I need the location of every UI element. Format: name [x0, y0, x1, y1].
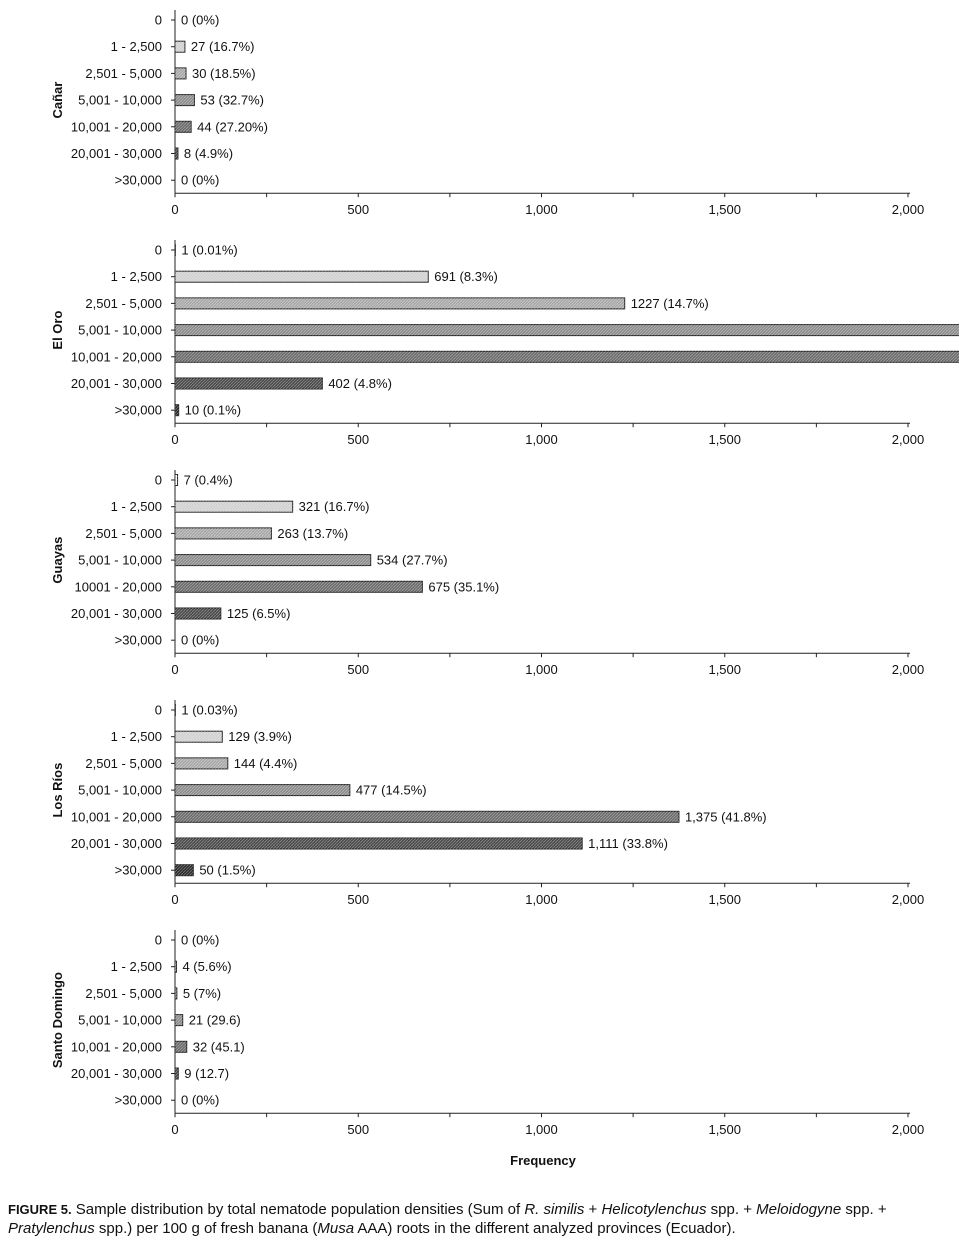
category-label: 1 - 2,500	[110, 729, 162, 745]
data-label: 263 (13.7%)	[277, 525, 349, 541]
bar-hatch	[175, 758, 228, 769]
data-label: 7 (0.4%)	[183, 472, 233, 488]
data-label: 44 (27.20%)	[197, 119, 268, 135]
caption-italic-2: Helicotylenchus	[601, 1201, 707, 1218]
panel-1	[50, 240, 959, 447]
data-label: 144 (4.4%)	[233, 755, 298, 771]
panel-title: Guayas	[50, 536, 65, 584]
data-label: 5 (7%)	[182, 985, 222, 1001]
bar-hatch	[175, 785, 350, 796]
x-tick-label: 500	[347, 202, 370, 218]
x-tick-label: 2,000	[891, 202, 925, 218]
x-tick-label: 1,500	[708, 892, 742, 908]
x-tick-label: 500	[347, 432, 370, 448]
bar-hatch	[175, 378, 322, 389]
bar-hatch	[175, 1041, 187, 1052]
bar-hatch	[175, 68, 186, 79]
x-tick-label: 2,000	[891, 432, 925, 448]
category-label: 0	[154, 242, 162, 258]
bar-hatch	[175, 865, 193, 876]
data-label: 691 (8.3%)	[434, 269, 498, 285]
category-label: 5,001 - 10,000	[78, 322, 162, 338]
data-label: 1,375 (41.8%)	[684, 809, 767, 825]
x-tick-label: 1,000	[525, 1122, 558, 1138]
bar-hatch	[175, 555, 371, 566]
category-label: 5,001 - 10,000	[78, 1012, 162, 1028]
data-label: 0 (0%)	[181, 12, 220, 28]
bar-hatch	[175, 95, 194, 106]
category-label: >30,000	[114, 402, 162, 418]
data-label: 1 (0.01%)	[181, 242, 238, 258]
category-label: 10,001 - 20,000	[70, 119, 162, 135]
x-tick-label: 1,000	[525, 432, 558, 448]
figure-label: FIGURE 5.	[8, 1202, 72, 1217]
data-label: 1227 (14.7%)	[630, 295, 709, 311]
x-tick-label: 1,000	[525, 662, 558, 678]
panel-3	[50, 700, 959, 907]
panel-0	[50, 10, 959, 217]
data-label: 21 (29.6)	[188, 1012, 241, 1028]
data-label: 129 (3.9%)	[228, 729, 292, 745]
category-label: >30,000	[114, 862, 162, 878]
data-label: 0 (0%)	[181, 172, 220, 188]
category-label: >30,000	[114, 632, 162, 648]
category-label: 20,001 - 30,000	[70, 376, 162, 391]
caption-text-3: spp. +	[706, 1201, 757, 1218]
data-label: 32 (45.1)	[192, 1039, 245, 1055]
data-label: 1 (0.03%)	[181, 702, 238, 718]
category-label: 20,001 - 30,000	[70, 146, 162, 161]
category-label: 5,001 - 10,000	[78, 552, 162, 568]
x-tick-label: 0	[171, 1122, 179, 1138]
x-tick-label: 0	[171, 432, 179, 448]
category-label: 10,001 - 20,000	[70, 809, 162, 825]
data-label: 8 (4.9%)	[183, 146, 234, 161]
category-label: 5,001 - 10,000	[78, 782, 162, 798]
caption-text-2: +	[584, 1201, 602, 1218]
category-label: 1 - 2,500	[110, 499, 162, 515]
caption-text-6: AAA) roots in the different analyzed provinces (Ecuador).	[354, 1220, 736, 1237]
data-label: 30 (18.5%)	[191, 65, 256, 81]
category-label: 0	[154, 472, 162, 488]
x-tick-label: 1,500	[708, 202, 742, 218]
category-label: 2,501 - 5,000	[85, 755, 162, 771]
data-label: 1,111 (33.8%)	[588, 836, 668, 851]
x-tick-label: 1,500	[708, 432, 742, 448]
category-label: 20,001 - 30,000	[70, 1066, 162, 1081]
bar-hatch	[175, 811, 679, 822]
bar-hatch	[175, 1068, 178, 1079]
category-label: 20,001 - 30,000	[70, 836, 162, 851]
panel-title: El Oro	[50, 310, 65, 350]
x-tick-label: 0	[171, 662, 179, 678]
caption-italic-4: Pratylenchus	[8, 1220, 95, 1237]
data-label: 4 (5.6%)	[182, 959, 232, 975]
bar-hatch	[175, 528, 271, 539]
x-tick-label: 0	[171, 892, 179, 908]
x-tick-label: 2,000	[891, 892, 925, 908]
data-label: 0 (0%)	[181, 932, 220, 948]
x-tick-label: 1,500	[708, 662, 742, 678]
category-label: >30,000	[114, 172, 162, 188]
bar-hatch	[175, 121, 191, 132]
data-label: 0 (0%)	[181, 1092, 220, 1108]
caption-italic-1: R. similis	[524, 1201, 585, 1218]
bar-hatch	[175, 961, 176, 972]
x-tick-label: 1,000	[525, 202, 558, 218]
data-label: 9 (12.7)	[184, 1066, 230, 1081]
category-label: 0	[154, 932, 162, 948]
x-tick-label: 2,000	[891, 662, 925, 678]
caption-text-5: spp.) per 100 g of fresh banana (	[94, 1220, 318, 1237]
bar-hatch	[175, 1015, 183, 1026]
data-label: 675 (35.1%)	[428, 579, 500, 595]
category-label: 10001 - 20,000	[74, 579, 162, 595]
x-tick-label: 1,000	[525, 892, 558, 908]
figure-caption	[8, 1200, 953, 1238]
category-label: >30,000	[114, 1092, 162, 1108]
data-label: 477 (14.5%)	[355, 782, 427, 798]
category-label: 2,501 - 5,000	[85, 65, 162, 81]
bar-hatch	[175, 351, 959, 362]
category-label: 1 - 2,500	[110, 269, 162, 285]
panel-title: Cañar	[50, 81, 65, 119]
category-label: 2,501 - 5,000	[85, 525, 162, 541]
panel-2	[50, 470, 959, 677]
caption-italic-5: Musa	[317, 1220, 355, 1237]
data-label: 125 (6.5%)	[226, 606, 291, 621]
panel-title: Los Ríos	[50, 762, 65, 818]
category-label: 1 - 2,500	[110, 959, 162, 975]
category-label: 1 - 2,500	[110, 39, 162, 55]
category-label: 20,001 - 30,000	[70, 606, 162, 621]
data-label: 402 (4.8%)	[328, 376, 392, 391]
bar-hatch	[175, 731, 222, 742]
bar-hatch	[175, 405, 179, 416]
bar-hatch	[175, 41, 185, 52]
data-label: 534 (27.7%)	[376, 552, 448, 568]
bar-hatch	[175, 501, 293, 512]
bar-hatch	[175, 988, 177, 999]
bar-hatch	[175, 608, 221, 619]
x-tick-label: 500	[347, 892, 370, 908]
data-label: 321 (16.7%)	[298, 499, 370, 515]
caption-italic-3: Meloidogyne	[756, 1201, 842, 1218]
category-label: 2,501 - 5,000	[85, 295, 162, 311]
category-label: 2,501 - 5,000	[85, 985, 162, 1001]
x-tick-label: 2,000	[891, 1122, 925, 1138]
data-label: 50 (1.5%)	[199, 862, 256, 878]
category-label: 0	[154, 702, 162, 718]
panel-title: Santo Domingo	[50, 972, 65, 1069]
category-label: 5,001 - 10,000	[78, 92, 162, 108]
x-tick-label: 500	[347, 1122, 370, 1138]
caption-text-4: spp. +	[841, 1201, 887, 1218]
bar-hatch	[175, 475, 178, 486]
data-label: 0 (0%)	[181, 632, 220, 648]
bar-hatch	[175, 325, 959, 336]
bar-hatch	[175, 298, 625, 309]
x-axis-label: Frequency	[510, 1153, 576, 1168]
data-label: 27 (16.7%)	[190, 39, 255, 55]
category-label: 10,001 - 20,000	[70, 349, 162, 365]
category-label: 10,001 - 20,000	[70, 1039, 162, 1055]
category-label: 0	[154, 12, 162, 28]
x-tick-label: 1,500	[708, 1122, 742, 1138]
x-tick-label: 0	[171, 202, 179, 218]
bar-hatch	[175, 581, 422, 592]
x-tick-label: 500	[347, 662, 370, 678]
bar-hatch	[175, 838, 582, 849]
panel-4	[50, 930, 959, 1137]
caption-text-1: Sample distribution by total nematode population densities (Sum of	[71, 1201, 525, 1218]
bar-hatch	[175, 271, 428, 282]
data-label: 10 (0.1%)	[184, 402, 242, 418]
data-label: 53 (32.7%)	[200, 92, 265, 108]
bar-hatch	[175, 148, 178, 159]
